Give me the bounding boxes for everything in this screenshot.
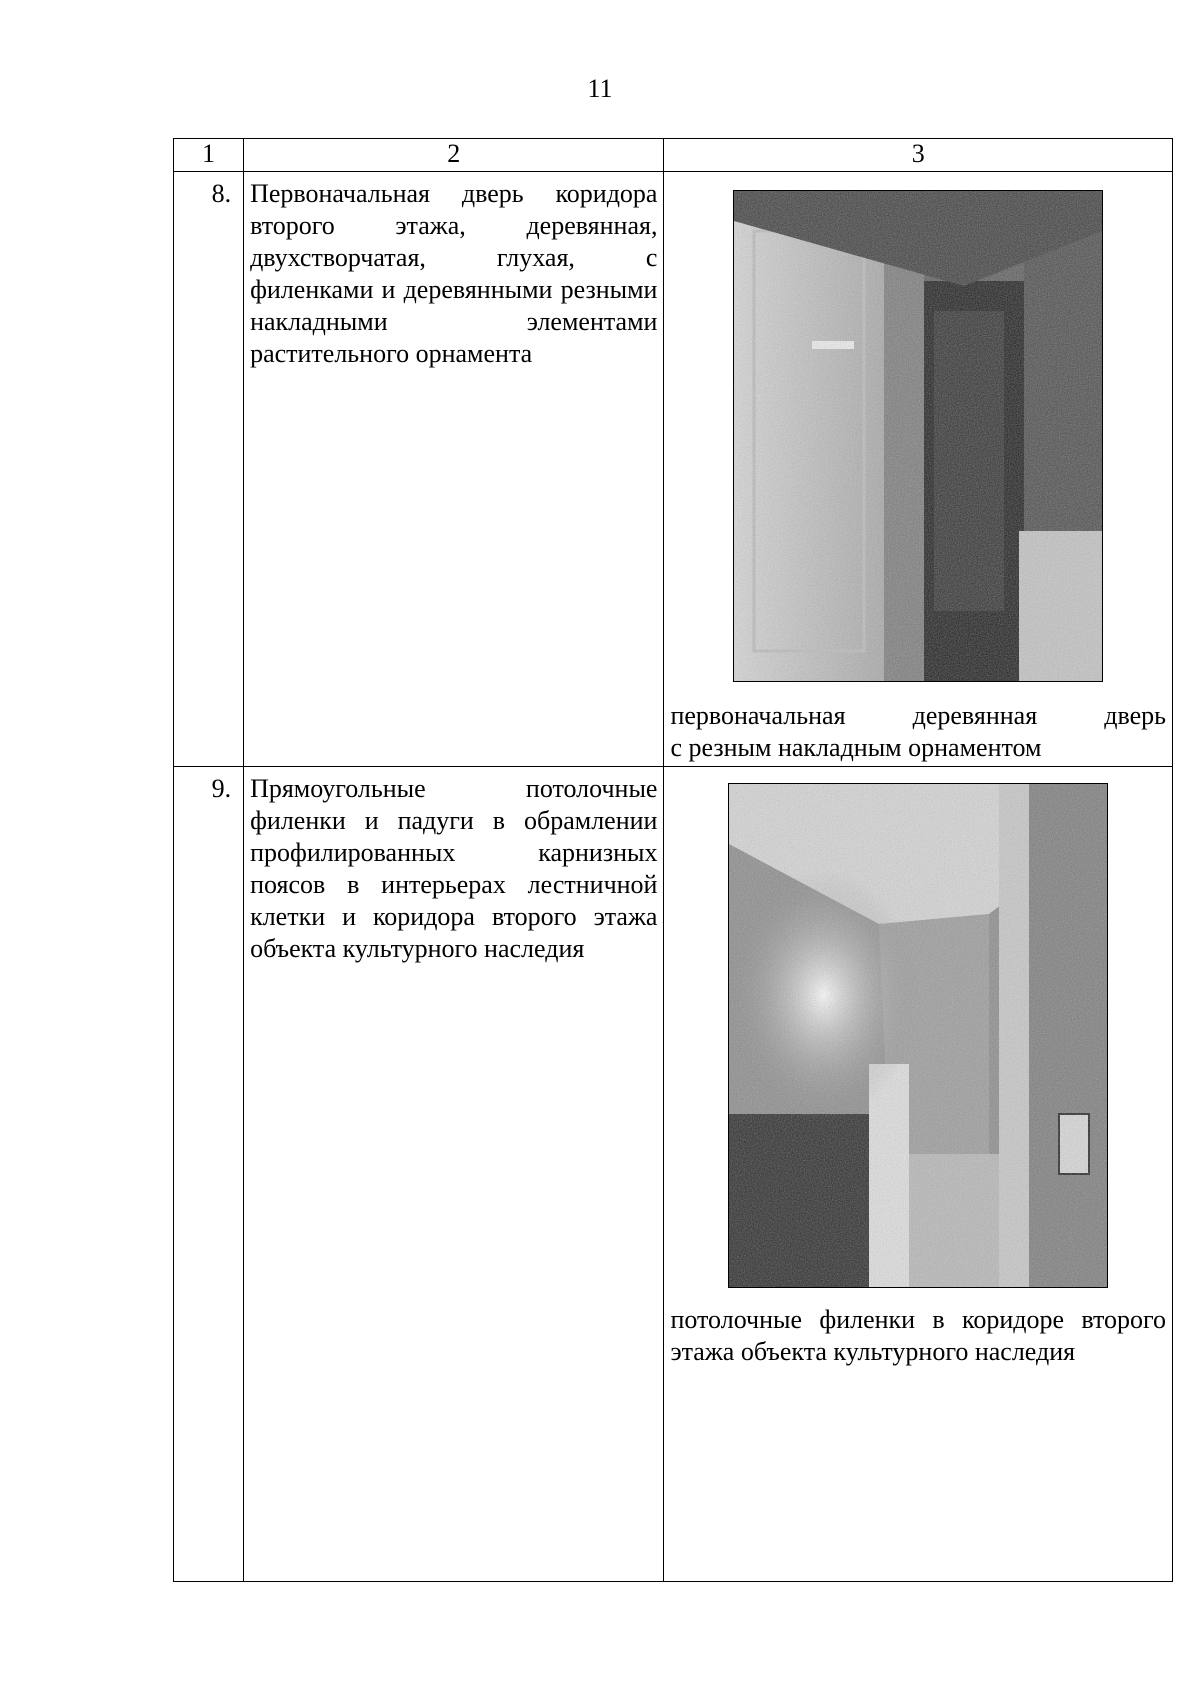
table-row	[174, 172, 1173, 767]
row-number: 9.	[174, 767, 244, 1582]
row-photo-cell	[664, 172, 1173, 767]
column-header-3: 3	[664, 139, 1173, 172]
row-description	[244, 172, 664, 767]
photo-caption-line: потолочные филенки в коридоре второго	[670, 1305, 1166, 1334]
door-photo	[733, 190, 1103, 682]
row-number: 8.	[174, 172, 244, 767]
row-description	[244, 767, 664, 1582]
description-text: Прямоугольные потолочные филенки и падуги в обрамлении профилированных карнизных поясов в интерьерах лестничной клетки и коридора второго этажа объекта культурного наследия	[250, 774, 658, 963]
description-text: Первоначальная дверь коридора второго этажа, деревянная, двухстворчатая, глухая, с филенками и деревянными резными накладными элементами растительного орнамента	[250, 179, 658, 368]
photo-caption-line: первоначальная деревянная дверь	[670, 701, 1166, 730]
column-header-2: 2	[244, 139, 664, 172]
row-photo-cell	[664, 767, 1173, 1582]
table-row	[174, 767, 1173, 1582]
photo-caption-line: этажа объекта культурного наследия	[670, 1337, 1076, 1366]
photo-caption-line: с резным накладным орнаментом	[670, 733, 1042, 762]
monument-elements-table	[173, 138, 1173, 1582]
ceiling-panels-photo	[728, 783, 1108, 1288]
column-header-1: 1	[174, 139, 244, 172]
page-number: 11	[587, 74, 613, 103]
table-header-row	[174, 139, 1173, 172]
